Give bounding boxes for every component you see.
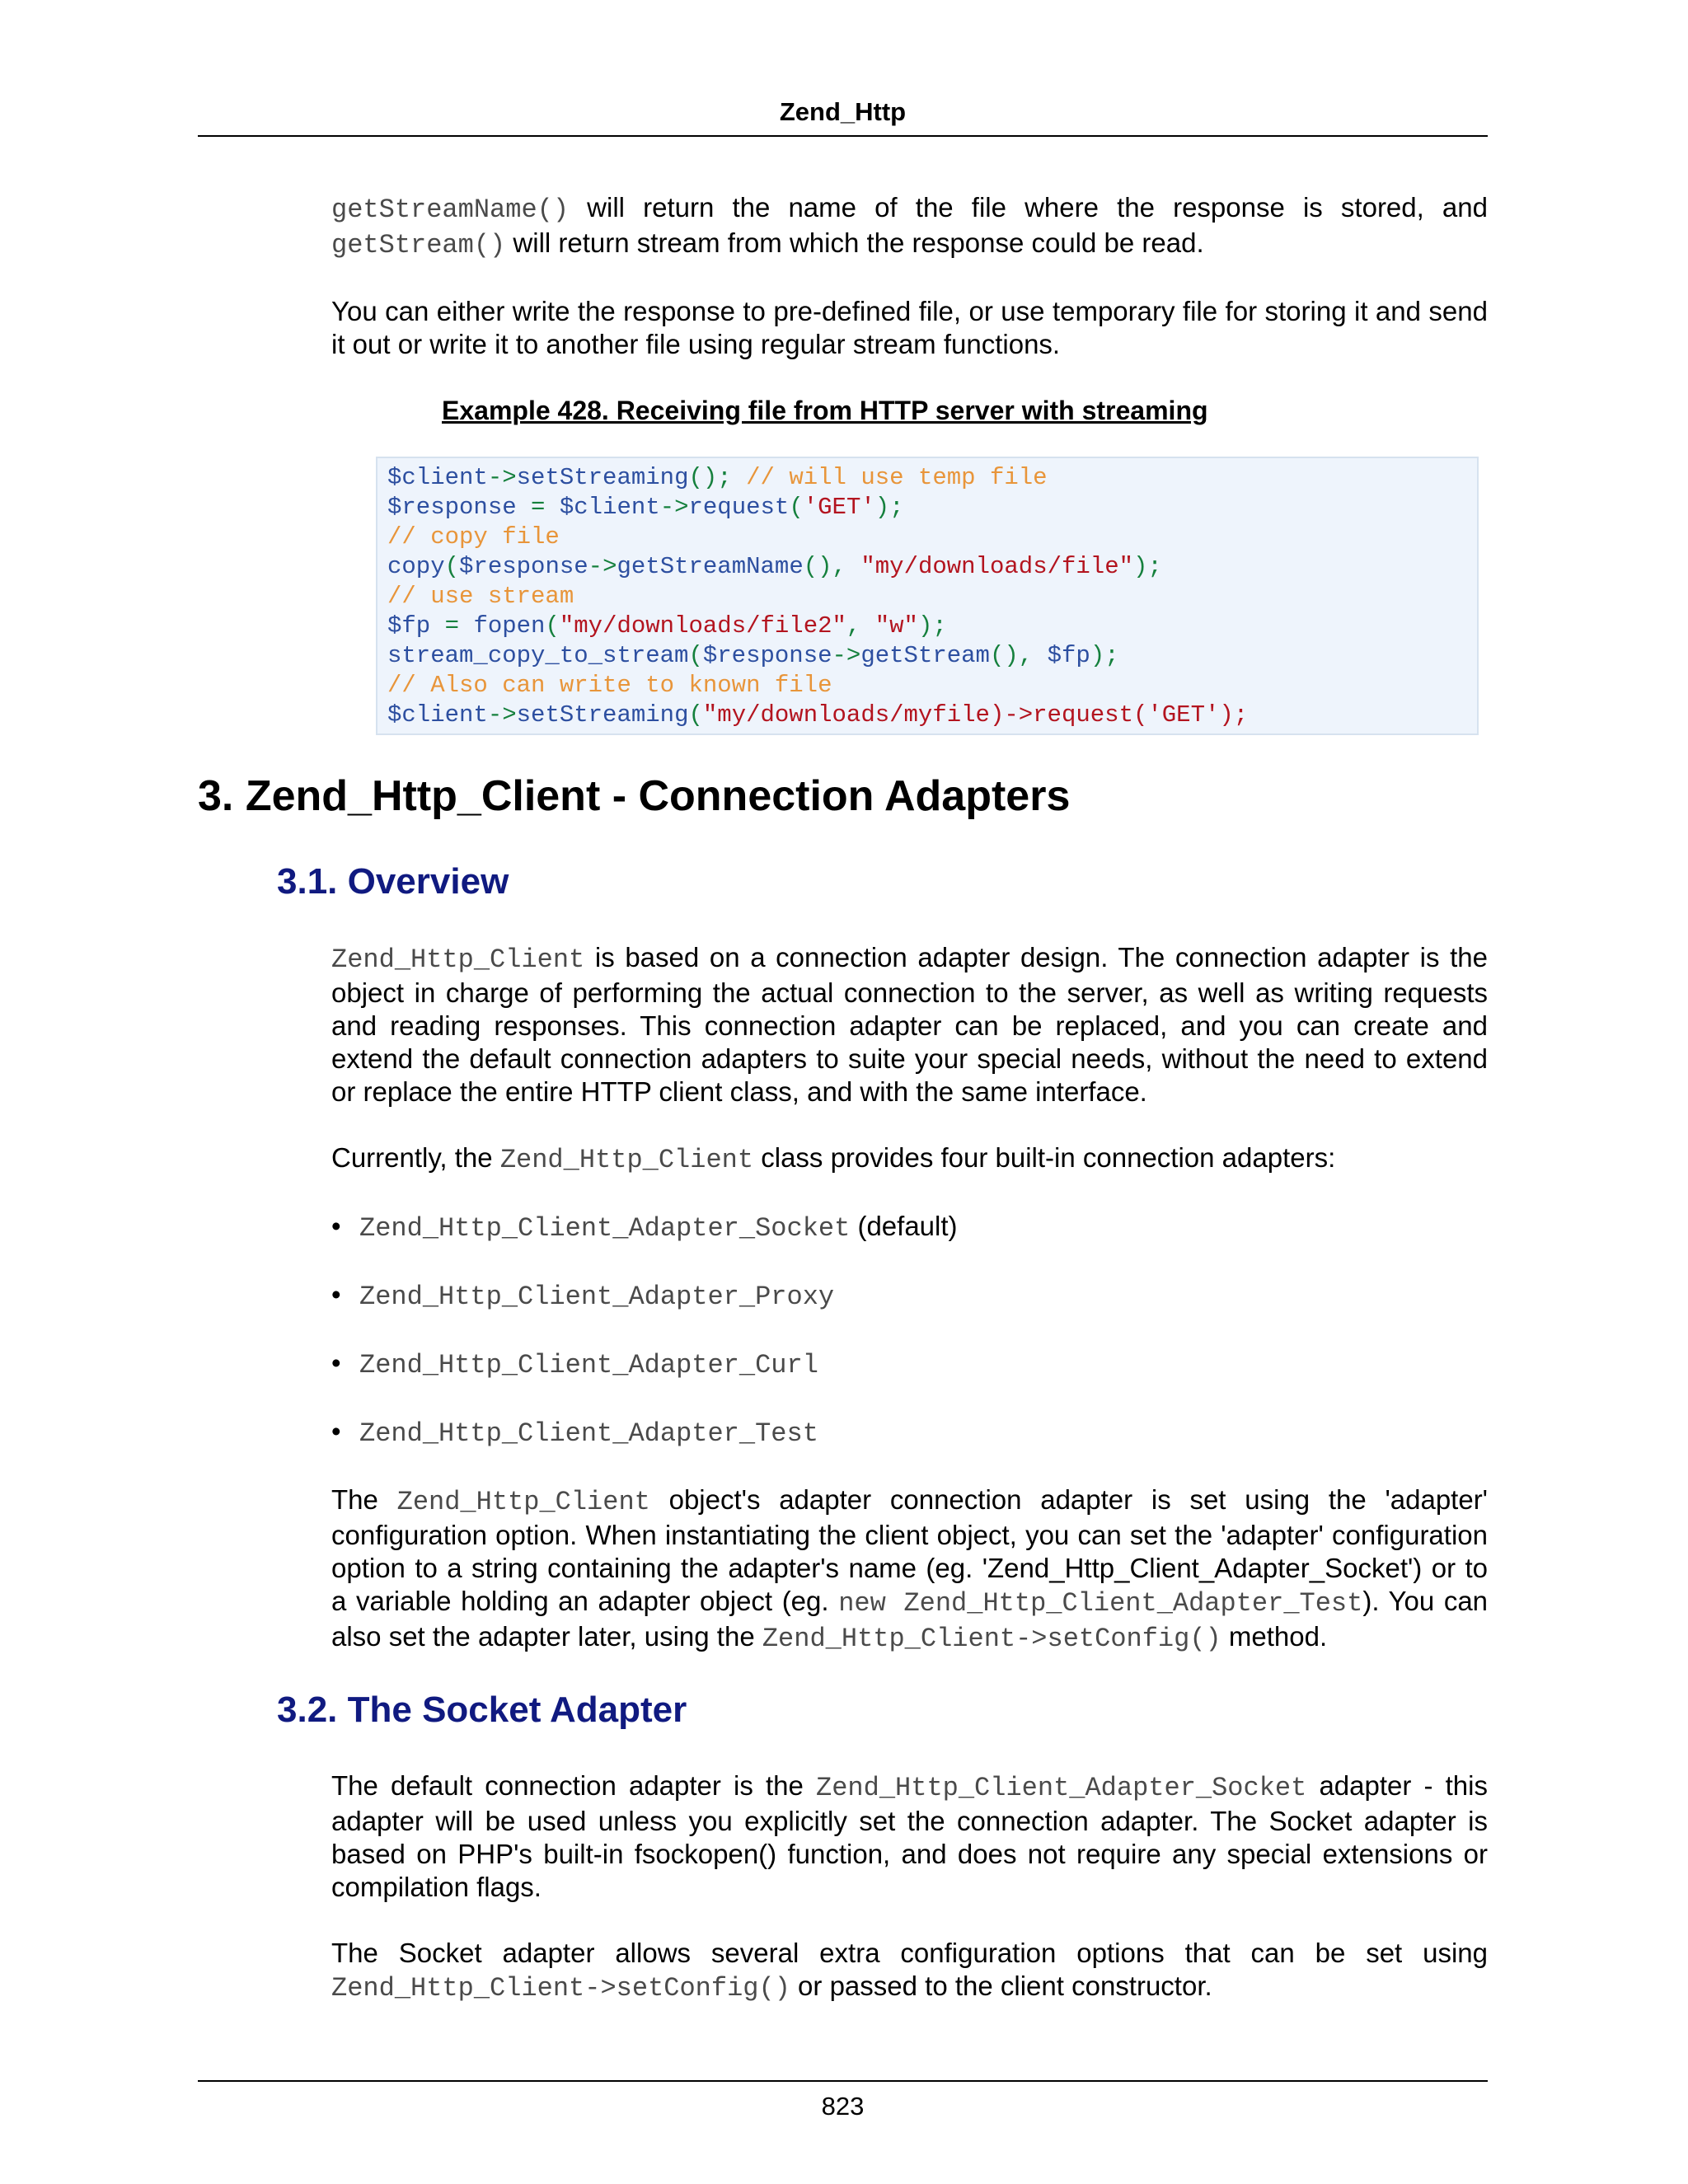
code-line: stream_copy_to_stream($response->getStream(), $fp); (387, 642, 1119, 669)
inline-code: new Zend_Http_Client_Adapter_Test (838, 1588, 1363, 1619)
subsection-heading-overview: 3.1. Overview (277, 861, 509, 902)
paragraph-text: will return the name of the file where the response is stored, and (569, 192, 1488, 223)
paragraph-text: class provides four built-in connection adapters: (753, 1142, 1336, 1173)
inline-code: Zend_Http_Client_Adapter_Curl (359, 1350, 818, 1380)
intro-block (331, 191, 1488, 361)
paragraph-text: The Socket adapter allows several extra configuration options that can be set using (331, 1938, 1488, 1968)
paragraph-text: or passed to the client constructor. (790, 1971, 1212, 2001)
code-line: $client->setStreaming("my/downloads/myfile)->request('GET'); (387, 701, 1249, 729)
list-item (331, 1347, 1488, 1382)
list-item-text: (default) (850, 1211, 958, 1241)
inline-code: Zend_Http_Client_Adapter_Proxy (359, 1282, 835, 1312)
paragraph-text: will return stream from which the response could be read. (505, 227, 1204, 258)
code-line: $fp = fopen("my/downloads/file2", "w"); (387, 612, 947, 640)
inline-code: getStreamName() (331, 194, 570, 225)
section-heading: 3. Zend_Http_Client - Connection Adapters (198, 772, 1071, 820)
socket-block (331, 1769, 1488, 2005)
paragraph-text: The default connection adapter is the (331, 1770, 817, 1801)
code-line: $client->setStreaming(); // will use temp file (387, 464, 1048, 491)
inline-code: Zend_Http_Client (396, 1487, 650, 1517)
adapter-list (331, 1210, 1488, 1451)
overview-paragraph-2 (331, 1141, 1488, 1177)
paragraph-text: method. (1221, 1621, 1328, 1652)
paragraph-text: adapter - this adapter will be used unless you explicitly set the connection adapter. The Socket adapter is based on PHP's built-in fsockopen() function, and does not require any special extensions or compilation flags. (331, 1770, 1488, 1902)
code-comment-line: // copy file (387, 523, 560, 551)
subsection-heading-socket: 3.2. The Socket Adapter (277, 1690, 687, 1730)
inline-code: Zend_Http_Client->setConfig() (331, 1973, 790, 2004)
paragraph-text: The (331, 1484, 397, 1515)
inline-code: Zend_Http_Client (499, 1145, 754, 1175)
paragraph-text: ). You can also set the adapter later, using the (331, 1586, 1489, 1652)
socket-paragraph-2 (331, 1937, 1488, 2005)
inline-code: Zend_Http_Client_Adapter_Socket (359, 1213, 851, 1244)
paragraph-text: Currently, the (331, 1142, 500, 1173)
inline-code: Zend_Http_Client_Adapter_Test (359, 1418, 818, 1449)
overview-block (331, 941, 1488, 1656)
intro-paragraph-1 (331, 191, 1488, 262)
example-title: Example 428. Receiving file from HTTP server with streaming (442, 396, 1208, 425)
page-number: 823 (821, 2092, 865, 2121)
code-line: copy($response->getStreamName(), "my/downloads/file"); (387, 553, 1162, 580)
inline-code: Zend_Http_Client (331, 944, 585, 975)
socket-paragraph-1 (331, 1769, 1488, 1904)
list-item (331, 1210, 1488, 1245)
inline-code: getStream() (331, 230, 506, 260)
overview-paragraph-3 (331, 1483, 1488, 1656)
intro-paragraph-2: You can either write the response to pre-defined file, or use temporary file for storing it and send it out or write it to another file using regular stream functions. (331, 296, 1488, 359)
header-rule (198, 135, 1488, 137)
overview-paragraph-1 (331, 941, 1488, 1108)
page-content (198, 191, 1488, 2038)
code-listing (376, 457, 1479, 735)
code-line: $response = $client->request('GET'); (387, 494, 904, 521)
code-comment-line: // use stream (387, 583, 574, 610)
bullet-icon: • (331, 1279, 341, 1310)
running-header: Zend_Http (779, 97, 907, 126)
list-item (331, 1278, 1488, 1314)
paragraph-text: is based on a connection adapter design. The connection adapter is the object in charge of performing the actual connection to the server, as well as writing requests and reading responses. This connection adapter can be replaced, and you can create and extend the default connection adapters to suite your special needs, without the need to extend or replace the entire HTTP client class, and with the same interface. (331, 942, 1488, 1107)
footer-rule (198, 2080, 1488, 2082)
bullet-icon: • (331, 1211, 341, 1241)
inline-code: Zend_Http_Client->setConfig() (762, 1624, 1221, 1654)
bullet-icon: • (331, 1416, 341, 1446)
code-comment-line: // Also can write to known file (387, 672, 832, 699)
inline-code: Zend_Http_Client_Adapter_Socket (816, 1773, 1307, 1803)
list-item (331, 1415, 1488, 1451)
bullet-icon: • (331, 1347, 341, 1378)
paragraph-text: object's adapter connection adapter is set using the 'adapter' configuration option. When instantiating the client object, you can set the 'adapter' configuration option to a string containing the adapter's name (eg. 'Zend_Http_Client_Adapter_Socket') or to a variable holding an adapter object (eg. (331, 1484, 1488, 1616)
